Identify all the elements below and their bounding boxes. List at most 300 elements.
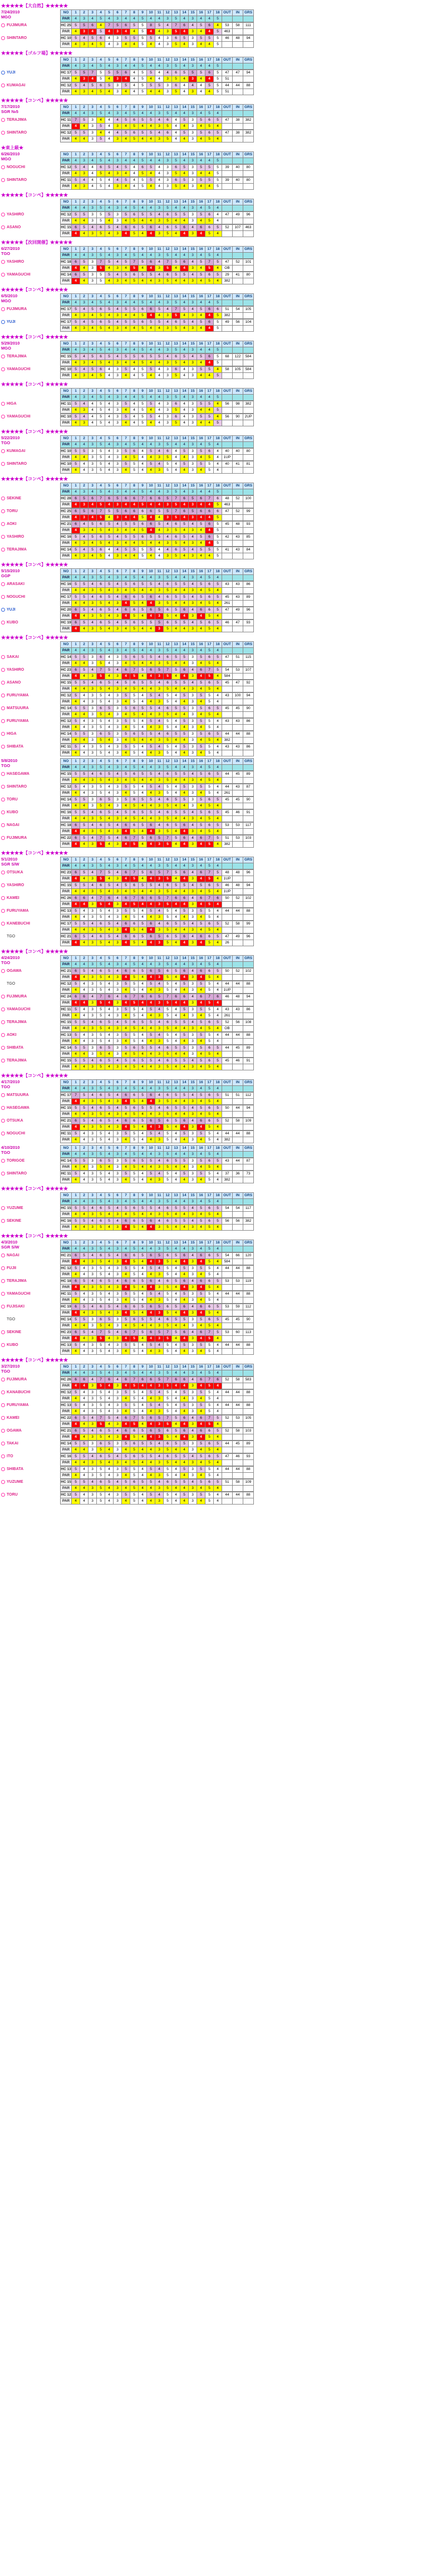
- detail-cell: 3: [80, 360, 89, 366]
- event-banner: ★★★★★【コンペ】★★★★★: [1, 98, 68, 103]
- round-date-course[interactable]: [0, 955, 60, 965]
- par-value: 5: [164, 442, 172, 448]
- score-cell: 3: [189, 693, 197, 699]
- detail-total: [233, 528, 243, 534]
- player-name: SHINTARO: [7, 178, 27, 182]
- player-name-cell[interactable]: [0, 1218, 60, 1224]
- detail-cell: 5: [205, 278, 214, 284]
- round-date-course[interactable]: [0, 758, 60, 768]
- player-name-cell[interactable]: [0, 895, 60, 901]
- player-row-group: [0, 895, 432, 908]
- player-name: SHIBATA: [7, 745, 24, 749]
- player-row-group: [0, 680, 432, 692]
- player-detail-row: [61, 889, 254, 895]
- player-name-cell[interactable]: [0, 607, 60, 613]
- player-name-cell[interactable]: [0, 1377, 60, 1383]
- player-name-cell[interactable]: [0, 1058, 60, 1064]
- detail-cell: 4: [72, 1336, 80, 1342]
- player-name-cell[interactable]: [0, 1304, 60, 1310]
- score-total: 44: [233, 908, 243, 915]
- score-total: 80: [243, 272, 254, 278]
- par-value: 4: [122, 765, 130, 771]
- round-date-course[interactable]: [0, 1240, 60, 1250]
- player-name-cell[interactable]: [0, 1415, 60, 1421]
- score-total: 45: [222, 1058, 233, 1064]
- player-name-cell[interactable]: [0, 534, 60, 540]
- score-total: 96: [243, 212, 254, 218]
- detail-cell: 4: [180, 829, 189, 835]
- hole-number: 17: [205, 57, 214, 63]
- detail-cell: 5: [214, 171, 222, 177]
- net-total: 261: [222, 1013, 233, 1019]
- player-name-cell[interactable]: [0, 508, 60, 514]
- score-total: 43: [233, 719, 243, 725]
- course-name: TGO: [1, 1369, 11, 1374]
- round-date-course[interactable]: [0, 1364, 60, 1374]
- score-cell: 3: [114, 1317, 122, 1323]
- round-date-course[interactable]: [0, 293, 60, 303]
- par-value: 5: [172, 489, 180, 495]
- player-detail-row: [61, 455, 254, 461]
- player-name-cell[interactable]: [0, 620, 60, 626]
- detail-cell: 3: [80, 515, 89, 521]
- detail-cell: 4: [89, 528, 97, 534]
- player-name-cell[interactable]: [0, 771, 60, 777]
- detail-cell: 5: [164, 1164, 172, 1171]
- score-cell: 7: [164, 259, 172, 266]
- hole-number: 13: [172, 1240, 180, 1246]
- player-score-table: [60, 809, 254, 822]
- player-name-cell[interactable]: [0, 1389, 60, 1395]
- score-cell: 5: [130, 461, 139, 468]
- score-cell: 6: [97, 771, 105, 778]
- hole-number: 11: [155, 10, 164, 16]
- player-name-cell[interactable]: [0, 366, 60, 372]
- player-name-cell[interactable]: [0, 353, 60, 360]
- detail-cell: 3: [114, 76, 122, 82]
- par-value: 3: [155, 575, 164, 581]
- detail-cell: 5: [139, 326, 147, 332]
- detail-cell: 5: [130, 803, 139, 809]
- score-cell: 4: [155, 1007, 164, 1013]
- par-value: 4: [180, 1370, 189, 1377]
- detail-cell: 5: [164, 1383, 172, 1389]
- score-cell: 5: [130, 1266, 139, 1272]
- player-name-cell[interactable]: [0, 1291, 60, 1297]
- player-name-cell[interactable]: [0, 1205, 60, 1211]
- player-name-cell[interactable]: [0, 1019, 60, 1025]
- par-summary: [243, 1370, 254, 1377]
- detail-cell: 3: [189, 1000, 197, 1006]
- player-name-cell[interactable]: [0, 461, 60, 467]
- handicap-cell: HC 11: [61, 1171, 72, 1177]
- round-date-course[interactable]: [0, 435, 60, 445]
- detail-cell: 4: [72, 1064, 80, 1070]
- detail-cell: 5: [164, 136, 172, 142]
- score-cell: 6: [72, 835, 80, 842]
- par-value: 4: [214, 648, 222, 654]
- player-score-table: [60, 1130, 254, 1143]
- player-name-cell[interactable]: [0, 164, 60, 170]
- detail-total: [233, 1164, 243, 1171]
- score-cell: 6: [130, 706, 139, 712]
- player-name-cell[interactable]: [0, 1045, 60, 1051]
- score-cell: 6: [164, 680, 172, 686]
- player-name-cell[interactable]: [0, 272, 60, 278]
- player-name-cell[interactable]: [0, 70, 60, 76]
- hole-number: 8: [130, 1364, 139, 1370]
- handicap-cell: HC 17: [61, 594, 72, 601]
- hole-number: 9: [139, 389, 147, 395]
- hole-number: 1: [72, 1364, 80, 1370]
- player-name-cell[interactable]: [0, 1265, 60, 1271]
- detail-cell: 5: [97, 738, 105, 744]
- detail-cell: 4: [147, 1026, 155, 1032]
- score-total: 54: [222, 1253, 233, 1259]
- score-cell: 6: [122, 594, 130, 601]
- detail-cell: 5: [130, 1039, 139, 1045]
- score-cell: 5: [197, 461, 205, 468]
- score-cell: 4: [155, 810, 164, 816]
- detail-total: [243, 1099, 254, 1105]
- round-date-course[interactable]: [0, 568, 60, 578]
- detail-cell: 4: [122, 725, 130, 731]
- detail-cell: 3: [189, 1272, 197, 1278]
- score-cell: 5: [130, 307, 139, 313]
- score-cell: 5: [72, 23, 80, 29]
- score-total: 93: [243, 522, 254, 528]
- player-name-cell[interactable]: [0, 1329, 60, 1335]
- player-row-group: [0, 508, 432, 521]
- score-cell: 5: [105, 620, 114, 626]
- player-name-cell[interactable]: [0, 259, 60, 265]
- par-value: 3: [114, 1246, 122, 1252]
- par-value: 4: [130, 158, 139, 164]
- player-name-cell[interactable]: [0, 82, 60, 89]
- score-cell: 4: [155, 921, 164, 927]
- detail-total: [243, 1000, 254, 1006]
- round-date-course[interactable]: [0, 246, 60, 256]
- detail-cell: 4: [180, 326, 189, 332]
- player-row-group: [0, 809, 432, 822]
- net-total: [222, 136, 233, 142]
- handicap-cell: HC 15: [61, 883, 72, 889]
- score-cell: 5: [130, 784, 139, 790]
- score-cell: 5: [122, 117, 130, 124]
- table-header-row: [61, 152, 254, 158]
- par-value: 4: [155, 158, 164, 164]
- player-name-cell[interactable]: [0, 22, 60, 28]
- player-name-cell[interactable]: [0, 882, 60, 888]
- detail-cell: 5: [130, 1051, 139, 1058]
- player-name-cell[interactable]: [0, 521, 60, 527]
- detail-cell: 3: [164, 502, 172, 508]
- player-name-cell[interactable]: [0, 581, 60, 587]
- round-date-course[interactable]: [0, 857, 60, 867]
- hole-number: 8: [130, 199, 139, 205]
- round-block: [0, 381, 432, 426]
- player-name-cell[interactable]: [0, 731, 60, 737]
- detail-cell: 4: [139, 588, 147, 594]
- score-cell: 3: [189, 706, 197, 712]
- hole-number: 11: [155, 1364, 164, 1370]
- player-name-cell[interactable]: [0, 1158, 60, 1164]
- detail-cell: 4: [130, 42, 139, 48]
- detail-cell: 4: [147, 1349, 155, 1355]
- player-name-cell[interactable]: [0, 547, 60, 553]
- detail-total: [243, 502, 254, 508]
- hole-number: 6: [114, 483, 122, 489]
- hole-number: 14: [180, 1240, 189, 1246]
- detail-cell: 4: [72, 468, 80, 474]
- score-cell: 6: [172, 367, 180, 373]
- detail-cell: 4: [139, 1396, 147, 1402]
- player-name-cell[interactable]: [0, 212, 60, 218]
- player-name-cell[interactable]: [0, 994, 60, 1000]
- detail-total: [233, 1112, 243, 1118]
- score-cell: 4: [114, 354, 122, 360]
- detail-cell: 5: [130, 842, 139, 848]
- score-cell: 4: [172, 1291, 180, 1297]
- hole-no-label: NO: [61, 642, 72, 648]
- score-cell: 6: [147, 522, 155, 528]
- par-value: 4: [172, 1086, 180, 1092]
- score-cell: 5: [122, 319, 130, 326]
- player-name-cell[interactable]: [0, 1402, 60, 1408]
- par-value: 3: [114, 863, 122, 869]
- player-score-table: [60, 1342, 254, 1355]
- player-name-cell[interactable]: [0, 1278, 60, 1284]
- net-total: [222, 1310, 233, 1316]
- player-score-table: [60, 620, 254, 632]
- score-cell: 5: [80, 225, 89, 231]
- round-date-course[interactable]: [0, 1145, 60, 1155]
- player-name: AOKI: [7, 1033, 17, 1037]
- player-name: KANEBUCHI: [7, 922, 30, 926]
- detail-cell: 5: [205, 1349, 214, 1355]
- round-date-course[interactable]: [0, 104, 60, 114]
- round-date-course[interactable]: [0, 341, 60, 351]
- par-value: 3: [89, 442, 97, 448]
- player-name-cell[interactable]: [0, 809, 60, 815]
- player-name-cell[interactable]: [0, 1316, 60, 1323]
- player-row-group: [0, 1045, 432, 1058]
- detail-label: PAR: [61, 1323, 72, 1329]
- summary-header: OUT: [222, 247, 233, 253]
- detail-cell: 5: [205, 1137, 214, 1143]
- player-name-cell[interactable]: [0, 401, 60, 407]
- score-cell: 5: [214, 731, 222, 738]
- player-name-cell[interactable]: [0, 1130, 60, 1137]
- score-cell: 5: [197, 1317, 205, 1323]
- score-total: 44: [233, 1158, 243, 1164]
- player-name-cell[interactable]: [0, 797, 60, 803]
- player-name-cell[interactable]: [0, 968, 60, 974]
- score-cell: 5: [139, 1330, 147, 1336]
- player-name-cell[interactable]: [0, 835, 60, 841]
- player-score-table: [60, 272, 254, 284]
- player-name-cell[interactable]: [0, 306, 60, 312]
- player-name-cell[interactable]: [0, 1252, 60, 1258]
- player-name-cell[interactable]: [0, 495, 60, 502]
- player-name-cell[interactable]: [0, 35, 60, 41]
- player-name-cell[interactable]: [0, 744, 60, 750]
- score-cell: 4: [214, 414, 222, 420]
- par-value: 4: [105, 648, 114, 654]
- score-cell: 3: [189, 744, 197, 750]
- par-value: 4: [172, 205, 180, 212]
- player-name-cell[interactable]: [0, 908, 60, 914]
- par-value: 4: [80, 1370, 89, 1377]
- par-value: 4: [180, 1246, 189, 1252]
- player-name-cell[interactable]: [0, 130, 60, 136]
- player-name-cell[interactable]: [0, 692, 60, 699]
- detail-cell: 5: [205, 699, 214, 705]
- player-detail-row: [61, 42, 254, 48]
- hole-number: 3: [89, 341, 97, 347]
- hole-number: 12: [164, 10, 172, 16]
- handicap-cell: HC 12: [61, 719, 72, 725]
- detail-cell: 5: [139, 29, 147, 35]
- player-score-row: [61, 1158, 254, 1164]
- score-total: 43: [233, 784, 243, 790]
- score-cell: 6: [122, 835, 130, 842]
- score-cell: 5: [97, 70, 105, 76]
- player-name-cell[interactable]: [0, 822, 60, 828]
- player-score-row: [61, 130, 254, 136]
- player-name-cell[interactable]: [0, 117, 60, 123]
- score-cell: 4: [155, 797, 164, 803]
- par-value: 5: [130, 1246, 139, 1252]
- round-date-course[interactable]: [0, 1079, 60, 1089]
- score-cell: 5: [72, 706, 80, 712]
- par-value: 4: [130, 489, 139, 495]
- detail-cell: 5: [172, 76, 180, 82]
- player-name-cell[interactable]: [0, 319, 60, 325]
- event-banner: ★★★★★【コンペ】★★★★★: [1, 949, 68, 954]
- score-cell: 6: [122, 607, 130, 613]
- player-name-cell[interactable]: [0, 705, 60, 711]
- player-score-row: [61, 23, 254, 29]
- summary-header: IN: [233, 247, 243, 253]
- score-cell: 6: [122, 70, 130, 76]
- player-name-cell[interactable]: [0, 981, 60, 987]
- detail-cell: 4: [122, 987, 130, 994]
- player-score-table: [60, 1158, 254, 1171]
- player-name-cell[interactable]: [0, 1006, 60, 1012]
- player-score-table: [60, 534, 254, 547]
- player-name-cell[interactable]: [0, 594, 60, 600]
- par-value: 4: [105, 442, 114, 448]
- player-name-cell[interactable]: [0, 1342, 60, 1348]
- player-name-cell[interactable]: [0, 1118, 60, 1124]
- player-detail-row: [61, 231, 254, 237]
- player-name-cell[interactable]: [0, 177, 60, 183]
- player-name-cell[interactable]: [0, 654, 60, 660]
- detail-total: [243, 1064, 254, 1070]
- detail-cell: 4: [80, 1310, 89, 1316]
- par-value: 3: [89, 1199, 97, 1205]
- detail-cell: 4: [89, 76, 97, 82]
- hole-number: 4: [97, 483, 105, 489]
- detail-cell: 3: [80, 326, 89, 332]
- score-cell: 4: [189, 582, 197, 588]
- hole-number: 8: [130, 105, 139, 111]
- detail-cell: 4: [122, 829, 130, 835]
- player-name-cell[interactable]: [0, 718, 60, 724]
- par-value: 4: [139, 648, 147, 654]
- detail-cell: 4: [72, 1039, 80, 1045]
- summary-header: OUT: [222, 642, 233, 648]
- score-cell: 6: [97, 731, 105, 738]
- player-name-cell[interactable]: [0, 1092, 60, 1098]
- detail-cell: 5: [97, 686, 105, 692]
- score-cell: 3: [189, 1007, 197, 1013]
- score-cell: 5: [197, 731, 205, 738]
- player-name-cell[interactable]: [0, 224, 60, 230]
- detail-total: [243, 1164, 254, 1171]
- player-name-cell[interactable]: [0, 667, 60, 673]
- detail-cell: 3: [155, 816, 164, 822]
- score-cell: 5: [214, 1045, 222, 1051]
- player-score-row: [61, 810, 254, 816]
- score-total: 43: [222, 582, 233, 588]
- detail-cell: 4: [197, 420, 205, 426]
- score-cell: 6: [147, 607, 155, 613]
- round-date-course[interactable]: [0, 151, 60, 161]
- player-name-cell[interactable]: [0, 448, 60, 454]
- player-name-cell[interactable]: [0, 869, 60, 876]
- detail-cell: 4: [80, 1112, 89, 1118]
- player-name-cell[interactable]: [0, 1032, 60, 1038]
- detail-label: PAR: [61, 626, 72, 632]
- player-score-table: [60, 895, 254, 908]
- detail-cell: 5: [97, 1310, 105, 1316]
- player-name-cell[interactable]: [0, 680, 60, 686]
- par-value: 3: [89, 1086, 97, 1092]
- round-date-course[interactable]: [0, 9, 60, 19]
- detail-cell: 3: [189, 975, 197, 981]
- player-name-cell[interactable]: [0, 414, 60, 420]
- score-cell: 5: [214, 667, 222, 674]
- detail-cell: 5: [139, 373, 147, 379]
- detail-cell: 3: [89, 1349, 97, 1355]
- hole-number: 1: [72, 1146, 80, 1152]
- detail-cell: 4: [105, 987, 114, 994]
- score-cell: 6: [139, 319, 147, 326]
- hole-number: 12: [164, 642, 172, 648]
- score-cell: 5: [214, 921, 222, 927]
- player-name-cell[interactable]: [0, 933, 60, 940]
- detail-cell: 4: [130, 540, 139, 547]
- par-value: 3: [155, 1199, 164, 1205]
- player-name-cell[interactable]: [0, 1105, 60, 1111]
- detail-cell: 4: [180, 790, 189, 797]
- player-name-cell[interactable]: [0, 1171, 60, 1177]
- table-header-row: [61, 341, 254, 347]
- player-name-cell[interactable]: [0, 921, 60, 927]
- score-cell: 5: [180, 165, 189, 171]
- detail-cell: 4: [72, 1026, 80, 1032]
- detail-cell: 4: [122, 360, 130, 366]
- hole-number: 11: [155, 105, 164, 111]
- score-cell: 6: [122, 921, 130, 927]
- hole-number: 17: [205, 1364, 214, 1370]
- player-name-cell[interactable]: [0, 784, 60, 790]
- detail-cell: 4: [197, 360, 205, 366]
- net-total: [222, 750, 233, 756]
- score-cell: 5: [180, 130, 189, 136]
